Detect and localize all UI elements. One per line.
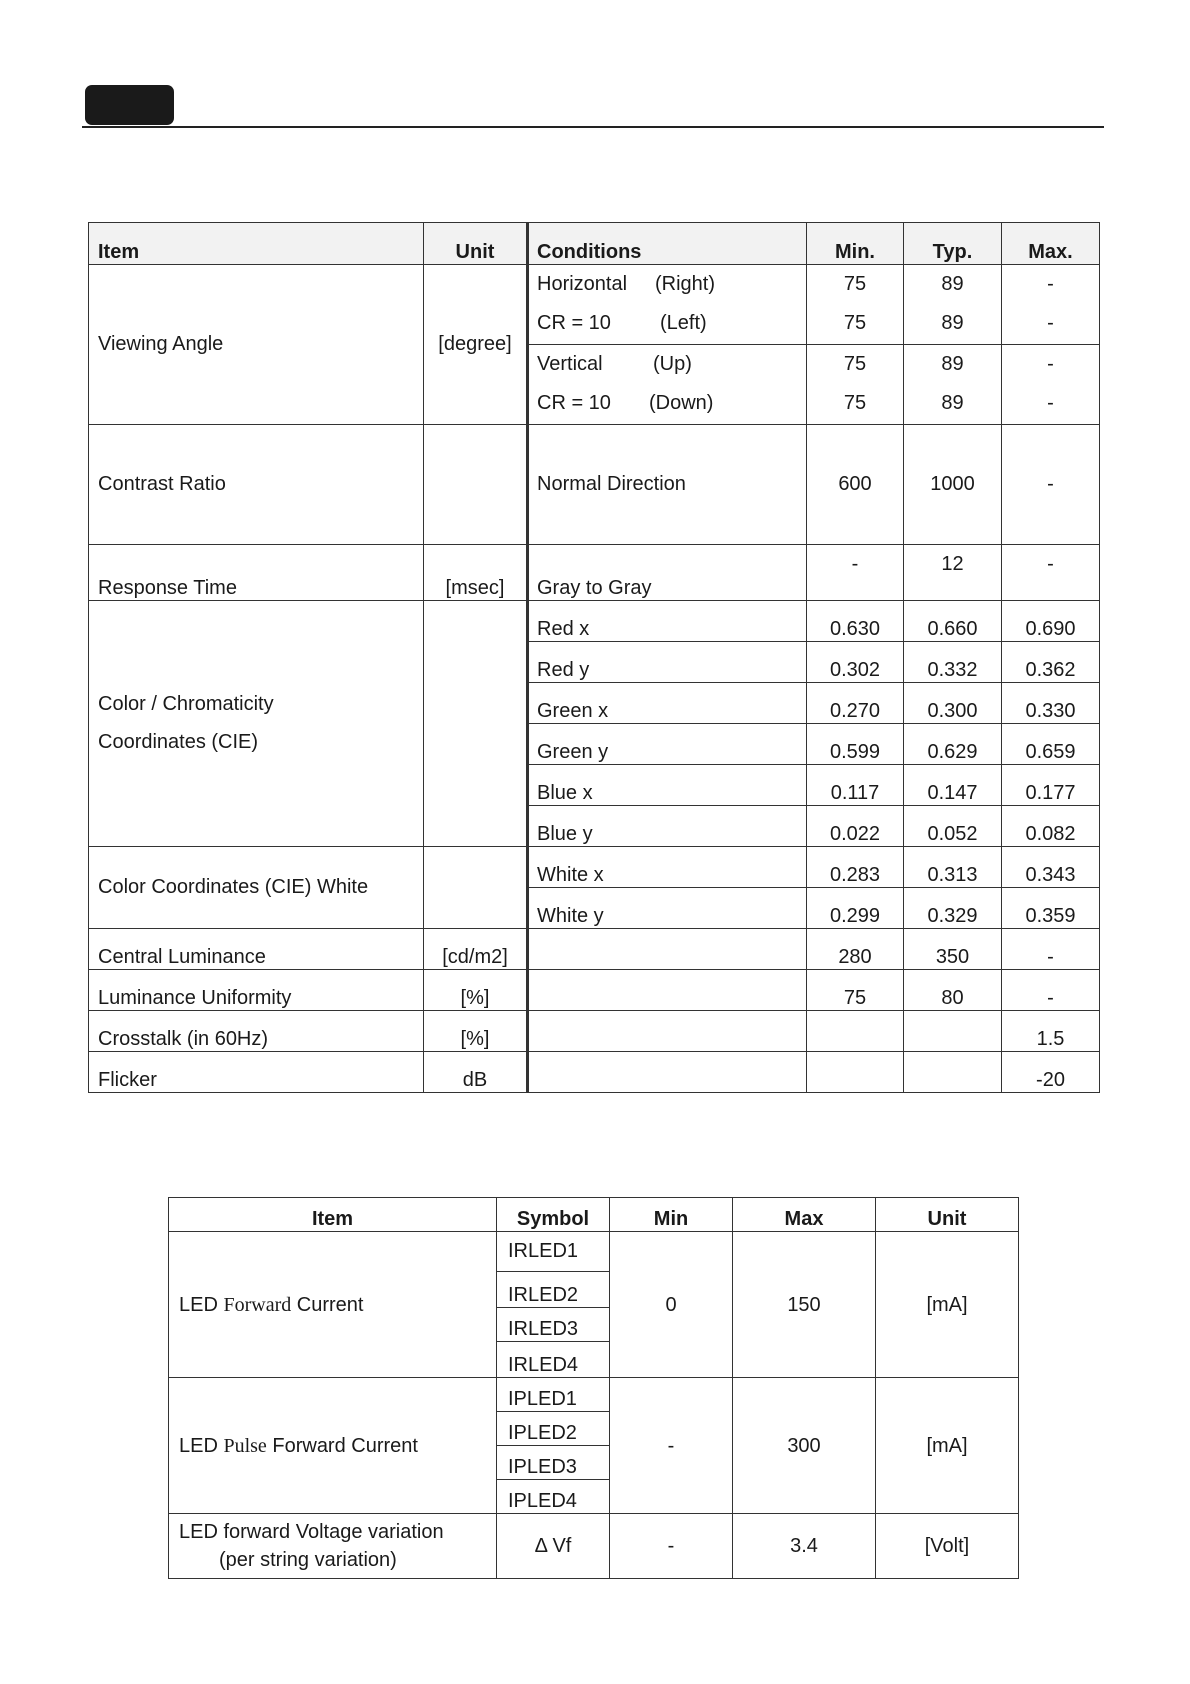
value-cell: 0.302 bbox=[807, 642, 904, 683]
value-cell bbox=[807, 1011, 904, 1052]
symbol-cell: IPLED2 bbox=[497, 1412, 610, 1446]
header-unit: Unit bbox=[876, 1198, 1019, 1232]
value-cell: - bbox=[1002, 929, 1100, 970]
crosstalk-item: Crosstalk (in 60Hz) bbox=[89, 1011, 424, 1052]
value-cell: 3.4 bbox=[733, 1514, 876, 1579]
value-cell: 0.270 bbox=[807, 683, 904, 724]
luminance-uniformity-cond bbox=[528, 970, 807, 1011]
value-cell bbox=[904, 1052, 1002, 1093]
table-row bbox=[89, 545, 1100, 601]
value-cell: 0.299 bbox=[807, 888, 904, 929]
symbol-cell: IPLED1 bbox=[497, 1378, 610, 1412]
value-cell: 12 bbox=[904, 545, 1002, 601]
chroma-cond: Green y bbox=[528, 724, 807, 765]
value-cell: 0.343 bbox=[1002, 847, 1100, 888]
value-cell: 75 75 bbox=[807, 265, 904, 345]
chroma-cond: Green x bbox=[528, 683, 807, 724]
value-cell: 0.690 bbox=[1002, 601, 1100, 642]
cond-dir: (Right) bbox=[655, 273, 716, 295]
chroma-cond: Blue y bbox=[528, 806, 807, 847]
value-cell: 0.599 bbox=[807, 724, 904, 765]
value-cell: -20 bbox=[1002, 1052, 1100, 1093]
cond-dir: (Left) bbox=[660, 312, 707, 334]
response-time-unit: [msec] bbox=[424, 545, 528, 601]
value-cell: 0.300 bbox=[904, 683, 1002, 724]
viewing-angle-vertical-cond bbox=[528, 345, 807, 425]
symbol-cell: IRLED2 bbox=[497, 1272, 610, 1308]
value-cell: 0.330 bbox=[1002, 683, 1100, 724]
value-cell: 75 75 bbox=[807, 345, 904, 425]
header-typ: Typ. bbox=[904, 223, 1002, 265]
symbol-cell: IRLED4 bbox=[497, 1342, 610, 1378]
value-cell: 89 89 bbox=[904, 345, 1002, 425]
contrast-ratio-item: Contrast Ratio bbox=[89, 425, 424, 545]
unit-cell: [mA] bbox=[876, 1232, 1019, 1378]
value-cell: 300 bbox=[733, 1378, 876, 1514]
value-cell: 0.313 bbox=[904, 847, 1002, 888]
header-conditions: Conditions bbox=[528, 223, 807, 265]
viewing-angle-unit: [degree] bbox=[424, 265, 528, 425]
value-cell: 0.329 bbox=[904, 888, 1002, 929]
value-cell: 0.283 bbox=[807, 847, 904, 888]
chroma-cond: Blue x bbox=[528, 765, 807, 806]
value-cell: 1000 bbox=[904, 425, 1002, 545]
value-cell: 150 bbox=[733, 1232, 876, 1378]
chromaticity-item-line1: Color / Chromaticity bbox=[98, 693, 274, 715]
cond-text: Vertical bbox=[537, 353, 603, 375]
white-cond: White x bbox=[528, 847, 807, 888]
symbol-cell: IRLED3 bbox=[497, 1308, 610, 1342]
value-cell: 0.117 bbox=[807, 765, 904, 806]
value-cell: 0.177 bbox=[1002, 765, 1100, 806]
value-cell: 600 bbox=[807, 425, 904, 545]
crosstalk-cond bbox=[528, 1011, 807, 1052]
chroma-cond: Red x bbox=[528, 601, 807, 642]
header-max: Max bbox=[733, 1198, 876, 1232]
cond-dir: (Down) bbox=[649, 392, 714, 414]
value-cell: 280 bbox=[807, 929, 904, 970]
value-cell: 0.629 bbox=[904, 724, 1002, 765]
header-symbol: Symbol bbox=[497, 1198, 610, 1232]
header-max: Max. bbox=[1002, 223, 1100, 265]
header-item: Item bbox=[169, 1198, 497, 1232]
led-forward-current-item: LED Forward Current bbox=[169, 1232, 497, 1378]
value-cell: 0.362 bbox=[1002, 642, 1100, 683]
flicker-cond bbox=[528, 1052, 807, 1093]
value-cell: - bbox=[1002, 545, 1100, 601]
value-cell: - bbox=[610, 1378, 733, 1514]
value-cell: 0.359 bbox=[1002, 888, 1100, 929]
header-item: Item bbox=[89, 223, 424, 265]
luminance-uniformity-unit: [%] bbox=[424, 970, 528, 1011]
voltage-variation-line2: (per string variation) bbox=[219, 1549, 397, 1571]
response-time-cond: Gray to Gray bbox=[528, 545, 807, 601]
value-cell bbox=[807, 1052, 904, 1093]
value-cell: - bbox=[807, 545, 904, 601]
value-cell: 350 bbox=[904, 929, 1002, 970]
symbol-cell: Δ Vf bbox=[497, 1514, 610, 1579]
chroma-cond: Red y bbox=[528, 642, 807, 683]
symbol-cell: IPLED4 bbox=[497, 1480, 610, 1514]
table-row bbox=[169, 1514, 1019, 1579]
unit-cell: [mA] bbox=[876, 1378, 1019, 1514]
table-row bbox=[89, 1011, 1100, 1052]
viewing-angle-item: Viewing Angle bbox=[89, 265, 424, 425]
central-luminance-cond bbox=[528, 929, 807, 970]
value-cell: - bbox=[1002, 425, 1100, 545]
value-cell: 0.052 bbox=[904, 806, 1002, 847]
crosstalk-unit: [%] bbox=[424, 1011, 528, 1052]
central-luminance-item: Central Luminance bbox=[89, 929, 424, 970]
table-row bbox=[169, 1378, 1019, 1412]
value-cell: 80 bbox=[904, 970, 1002, 1011]
cond-text: CR = 10 bbox=[537, 312, 611, 334]
value-cell: 0.082 bbox=[1002, 806, 1100, 847]
value-cell: 1.5 bbox=[1002, 1011, 1100, 1052]
header-min: Min. bbox=[807, 223, 904, 265]
symbol-cell: IPLED3 bbox=[497, 1446, 610, 1480]
chromaticity-unit bbox=[424, 601, 528, 847]
flicker-unit: dB bbox=[424, 1052, 528, 1093]
value-cell: - - bbox=[1002, 265, 1100, 345]
value-cell: - bbox=[610, 1514, 733, 1579]
table-row bbox=[89, 425, 1100, 545]
header-badge bbox=[85, 85, 174, 125]
contrast-ratio-unit bbox=[424, 425, 528, 545]
table-header-row bbox=[89, 223, 1100, 265]
voltage-variation-line1: LED forward Voltage variation bbox=[179, 1521, 444, 1543]
value-cell: 89 89 bbox=[904, 265, 1002, 345]
viewing-angle-horizontal-cond bbox=[528, 265, 807, 345]
cond-text: CR = 10 bbox=[537, 392, 611, 414]
response-time-item: Response Time bbox=[89, 545, 424, 601]
cond-dir: (Up) bbox=[653, 353, 692, 375]
value-cell: 0.332 bbox=[904, 642, 1002, 683]
unit-cell: [Volt] bbox=[876, 1514, 1019, 1579]
value-cell: 0.022 bbox=[807, 806, 904, 847]
value-cell: 0.630 bbox=[807, 601, 904, 642]
table-row bbox=[89, 601, 1100, 642]
table-header-row bbox=[169, 1198, 1019, 1232]
chromaticity-item-line2: Coordinates (CIE) bbox=[98, 731, 259, 753]
chromaticity-item bbox=[89, 601, 424, 847]
optical-characteristics-table bbox=[88, 222, 1100, 1093]
value-cell: 0 bbox=[610, 1232, 733, 1378]
cond-text: Horizontal bbox=[537, 273, 628, 295]
header-min: Min bbox=[610, 1198, 733, 1232]
value-cell: 0.147 bbox=[904, 765, 1002, 806]
white-item: Color Coordinates (CIE) White bbox=[89, 847, 424, 929]
table-row bbox=[89, 1052, 1100, 1093]
header-rule bbox=[82, 126, 1104, 128]
luminance-uniformity-item: Luminance Uniformity bbox=[89, 970, 424, 1011]
led-characteristics-table bbox=[168, 1197, 1019, 1579]
table-row bbox=[89, 929, 1100, 970]
value-cell: 0.659 bbox=[1002, 724, 1100, 765]
table-row bbox=[169, 1232, 1019, 1272]
flicker-item: Flicker bbox=[89, 1052, 424, 1093]
table-row bbox=[89, 847, 1100, 888]
led-voltage-variation-item bbox=[169, 1514, 497, 1579]
table-row bbox=[89, 970, 1100, 1011]
white-cond: White y bbox=[528, 888, 807, 929]
central-luminance-unit: [cd/m2] bbox=[424, 929, 528, 970]
header-unit: Unit bbox=[424, 223, 528, 265]
led-pulse-current-item: LED Pulse Forward Current bbox=[169, 1378, 497, 1514]
contrast-ratio-cond: Normal Direction bbox=[528, 425, 807, 545]
value-cell bbox=[904, 1011, 1002, 1052]
symbol-cell: IRLED1 bbox=[497, 1232, 610, 1272]
value-cell: 75 bbox=[807, 970, 904, 1011]
value-cell: - - bbox=[1002, 345, 1100, 425]
value-cell: 0.660 bbox=[904, 601, 1002, 642]
value-cell: - bbox=[1002, 970, 1100, 1011]
white-unit bbox=[424, 847, 528, 929]
table-row bbox=[89, 265, 1100, 345]
